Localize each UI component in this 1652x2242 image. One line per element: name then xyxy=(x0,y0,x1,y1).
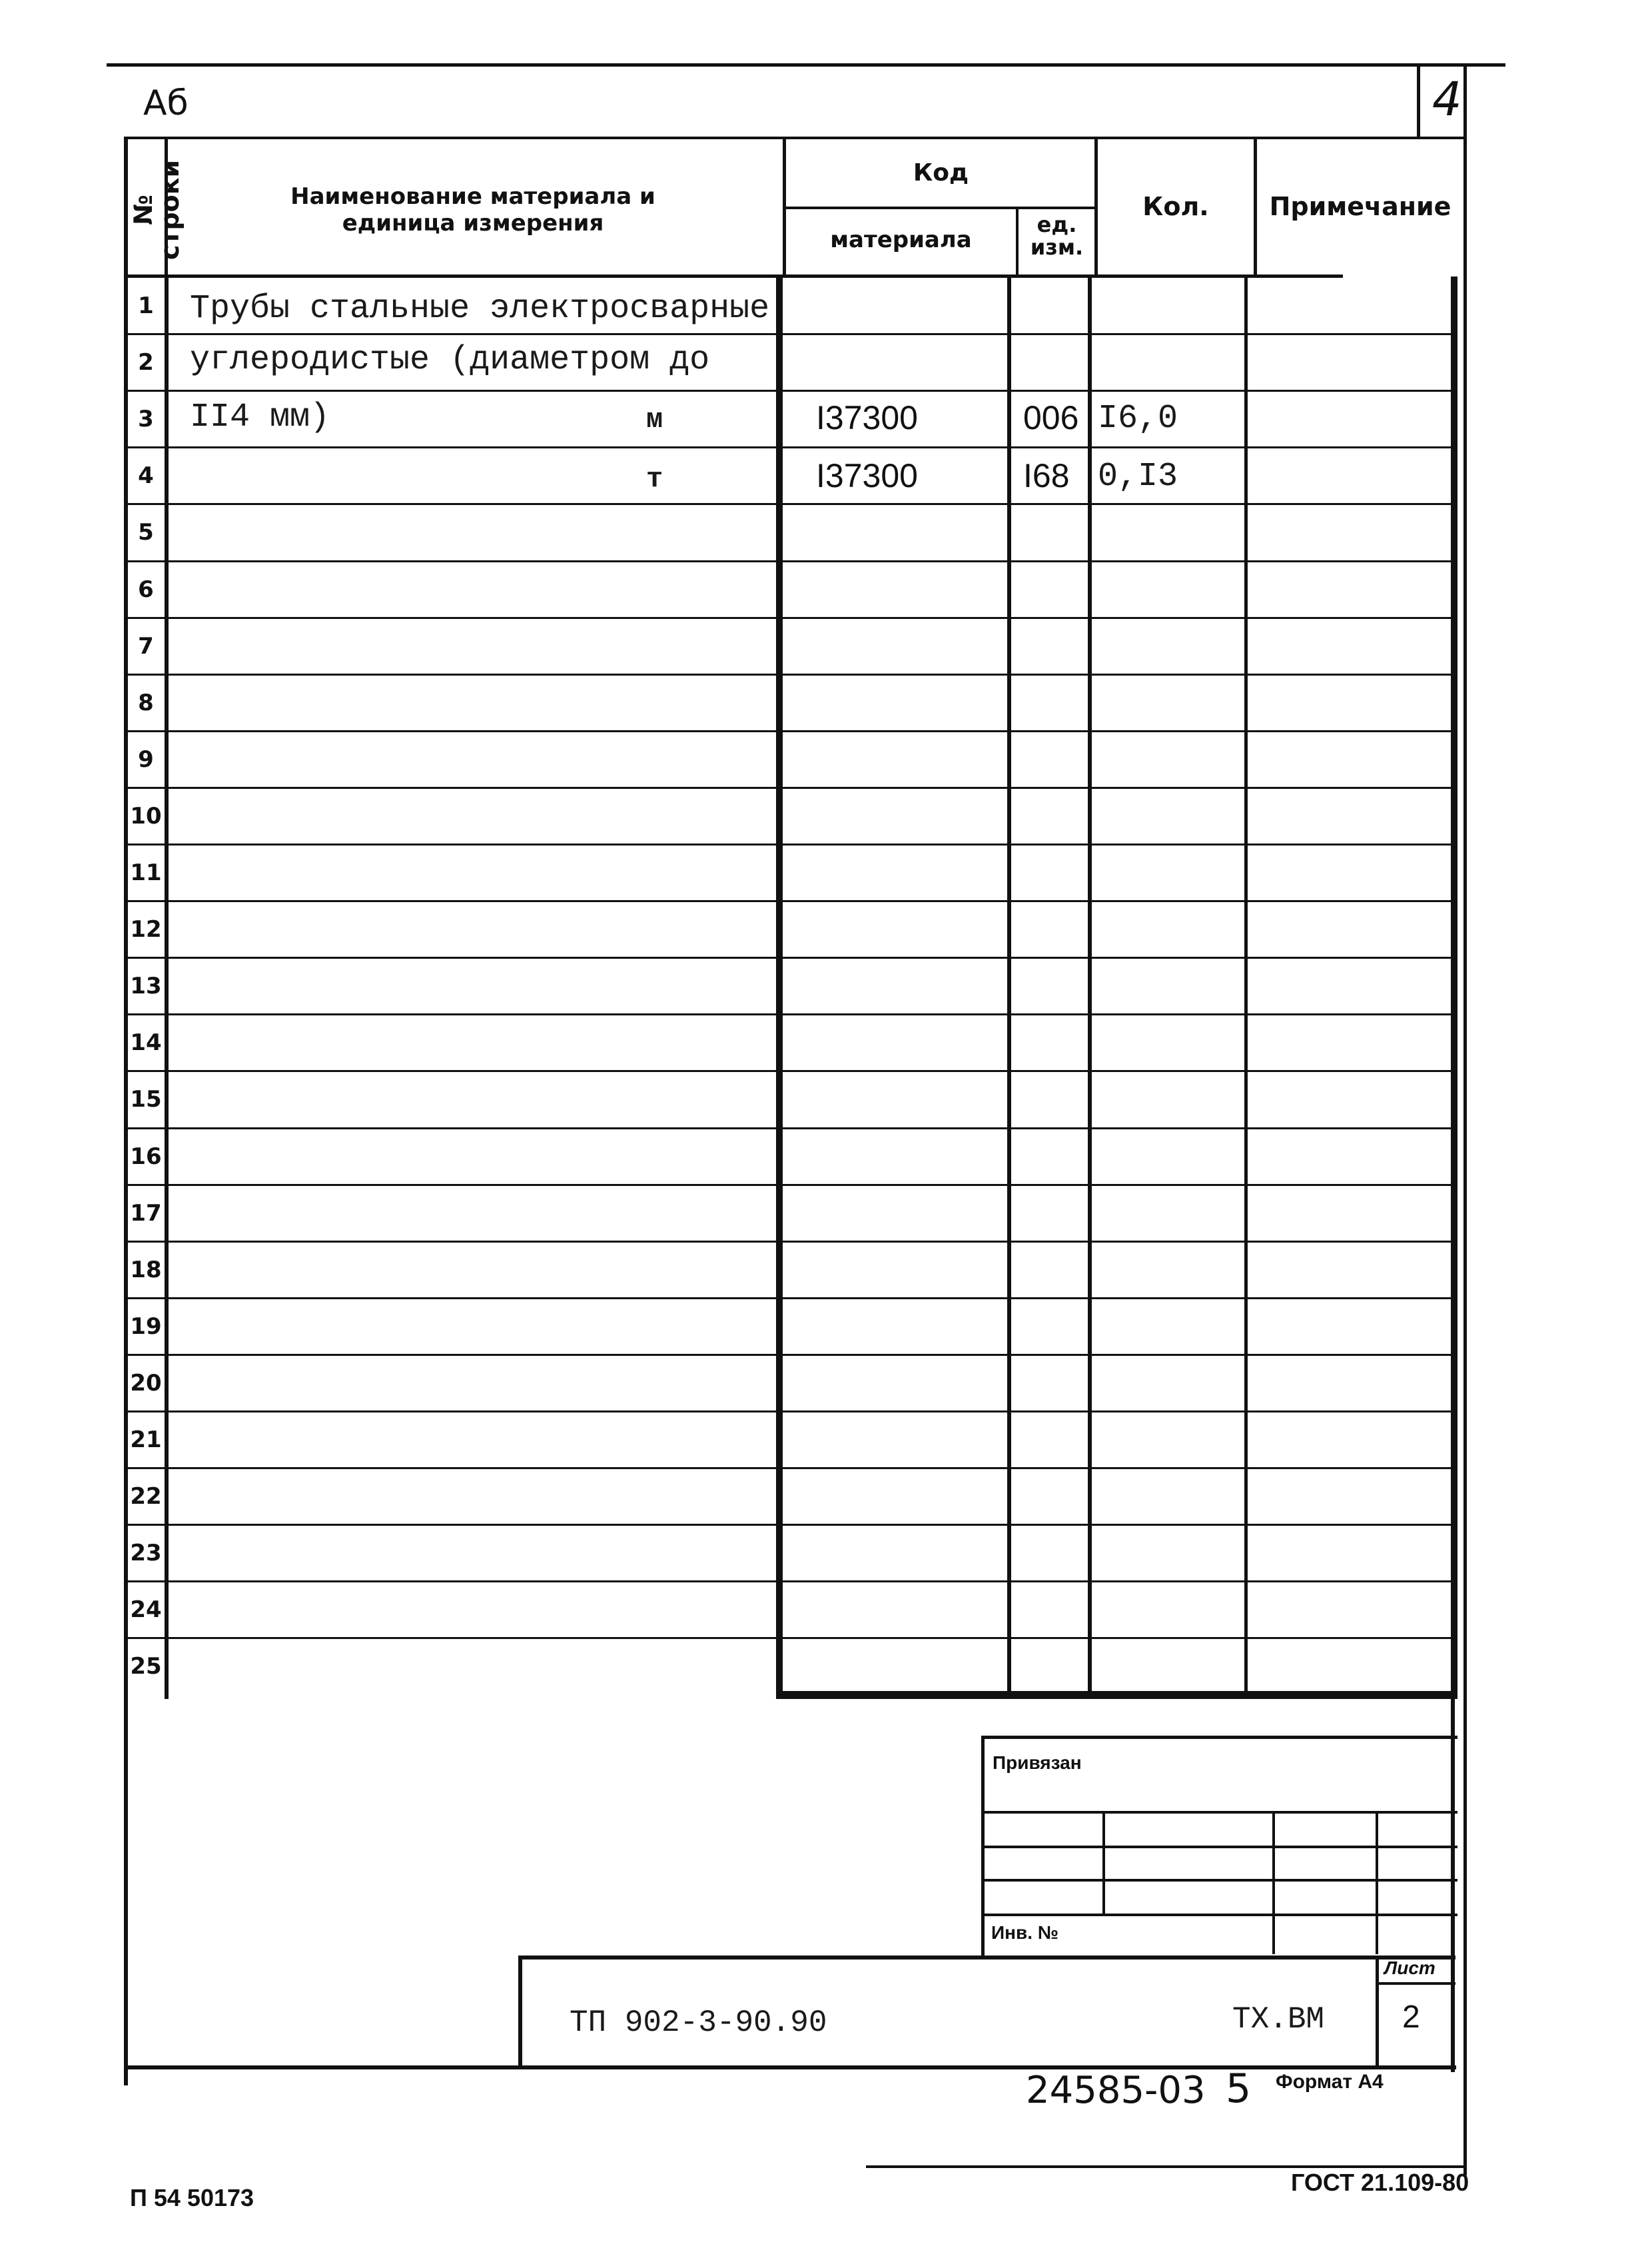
header-code-group: Код xyxy=(913,159,969,187)
row-separator xyxy=(124,730,1453,732)
format-label: Формат А4 xyxy=(1276,2071,1384,2093)
sheet-label: Лист xyxy=(1384,1958,1436,1978)
row-separator xyxy=(124,617,1453,619)
row-number: 21 xyxy=(130,1426,162,1453)
title-block-left xyxy=(518,1956,522,2069)
row-separator xyxy=(124,1637,1453,1639)
title-block-bottom xyxy=(124,2065,1456,2069)
header-bottom-line xyxy=(124,275,1343,278)
sheet-box-divider xyxy=(1376,1982,1455,1985)
corner-label: Аб xyxy=(143,83,189,123)
inv-label: Инв. № xyxy=(991,1922,1059,1943)
row-separator xyxy=(124,1524,1453,1526)
title-block-top xyxy=(520,1956,1455,1960)
row-3-name: II4 мм) xyxy=(190,398,330,436)
stamp-right xyxy=(1451,1699,1455,2072)
row-separator xyxy=(124,1297,1453,1299)
header-row-no: № строки xyxy=(129,159,185,261)
row-separator xyxy=(124,787,1453,789)
row-separator xyxy=(124,390,1453,392)
table-bottom-line xyxy=(776,1691,1457,1699)
row-separator xyxy=(124,1184,1453,1186)
row-4-unit-code: I68 xyxy=(1023,457,1070,494)
row-separator xyxy=(124,1070,1453,1072)
bottom-rule xyxy=(866,2165,1465,2168)
header-top-line xyxy=(124,137,1467,139)
header-note: Примечание xyxy=(1269,192,1451,221)
header-unit-code: ед. изм. xyxy=(1030,212,1084,260)
row-number: 9 xyxy=(138,746,154,773)
row-separator xyxy=(124,843,1453,845)
doc-code: ТП 902-3-90.90 xyxy=(570,2005,827,2040)
row-number: 25 xyxy=(130,1653,162,1680)
row-number: 16 xyxy=(130,1143,162,1170)
body-divider-note xyxy=(1244,277,1248,1699)
left-code: П 54 50173 xyxy=(130,2184,254,2211)
row-4-unit: т xyxy=(646,463,663,495)
row-number: 13 xyxy=(130,973,162,999)
bound-label: Привязан xyxy=(993,1752,1082,1773)
stamp-col-1 xyxy=(1102,1811,1105,1916)
row-number: 7 xyxy=(138,633,154,660)
row-separator xyxy=(124,446,1453,448)
row-separator xyxy=(124,957,1453,959)
body-divider-qty xyxy=(1088,277,1092,1699)
gost-label: ГОСТ 21.109-80 xyxy=(1291,2169,1469,2196)
row-number: 10 xyxy=(130,803,162,830)
row-number: 14 xyxy=(130,1029,162,1056)
row-number: 5 xyxy=(138,519,154,546)
row-separator xyxy=(124,1580,1453,1582)
row-separator xyxy=(124,674,1453,676)
row-separator xyxy=(124,560,1453,562)
header-name: Наименование материала и единица измерения xyxy=(290,183,655,237)
row-number: 2 xyxy=(138,349,154,376)
row-number: 1 xyxy=(138,292,154,319)
row-separator xyxy=(124,1410,1453,1412)
row-4-qty: 0,I3 xyxy=(1098,458,1178,496)
row-number: 20 xyxy=(130,1370,162,1397)
sheet-value: 2 xyxy=(1402,1999,1420,2035)
header-material-code: материала xyxy=(830,227,972,253)
row-3-material-code: I37300 xyxy=(816,399,918,436)
row-separator xyxy=(124,900,1453,902)
top-border xyxy=(107,63,1505,67)
header-qty: Кол. xyxy=(1142,192,1209,221)
row-number: 11 xyxy=(130,859,162,886)
row-number: 23 xyxy=(130,1540,162,1566)
row-3-unit-code: 006 xyxy=(1023,399,1079,436)
frame-right-outer xyxy=(1463,63,1467,2175)
row-number: 22 xyxy=(130,1483,162,1510)
row-separator xyxy=(124,1354,1453,1356)
stamp-col-2 xyxy=(1272,1811,1275,1954)
row-4-material-code: I37300 xyxy=(816,457,918,494)
stamp-col-3 xyxy=(1376,1811,1378,1954)
row-number: 24 xyxy=(130,1596,162,1623)
inventory-number: 24585-03 xyxy=(1026,2069,1206,2112)
stamp-row-4 xyxy=(983,1914,1457,1916)
row-number: 4 xyxy=(138,462,154,489)
row-number: 15 xyxy=(130,1086,162,1113)
row-separator xyxy=(124,1127,1453,1129)
stamp-row-1 xyxy=(983,1811,1457,1814)
page-number-box-divider xyxy=(1417,63,1420,137)
row-3-unit: м xyxy=(646,404,663,436)
header-code-subline xyxy=(783,207,1096,209)
page-number: 4 xyxy=(1432,72,1462,127)
row-number: 17 xyxy=(130,1200,162,1227)
body-right-border xyxy=(1451,277,1457,1699)
stamp-top xyxy=(983,1736,1457,1739)
body-divider-unitcode xyxy=(1007,277,1011,1699)
row-separator xyxy=(124,1241,1453,1243)
inventory-suffix: 5 xyxy=(1226,2065,1252,2112)
doc-mark: ТХ.ВМ xyxy=(1232,2002,1325,2037)
row-number: 12 xyxy=(130,916,162,943)
stamp-row-2 xyxy=(983,1846,1457,1848)
row-number: 8 xyxy=(138,690,154,716)
row-separator xyxy=(124,503,1453,505)
row-2-name: углеродистые (диаметром до xyxy=(190,341,710,379)
row-number: 3 xyxy=(138,406,154,432)
row-separator xyxy=(124,1013,1453,1015)
row-separator xyxy=(124,333,1453,335)
row-1-name: Трубы стальные электросварные xyxy=(190,290,770,328)
row-separator xyxy=(124,1467,1453,1469)
stamp-row-3 xyxy=(983,1879,1457,1882)
row-number: 19 xyxy=(130,1313,162,1340)
row-3-qty: I6,0 xyxy=(1098,400,1178,438)
sheet-box-left xyxy=(1376,1956,1379,2069)
header-divider-unitcode xyxy=(1016,208,1019,277)
row-number: 6 xyxy=(138,576,154,603)
body-divider-name xyxy=(776,277,783,1699)
row-number: 18 xyxy=(130,1257,162,1283)
